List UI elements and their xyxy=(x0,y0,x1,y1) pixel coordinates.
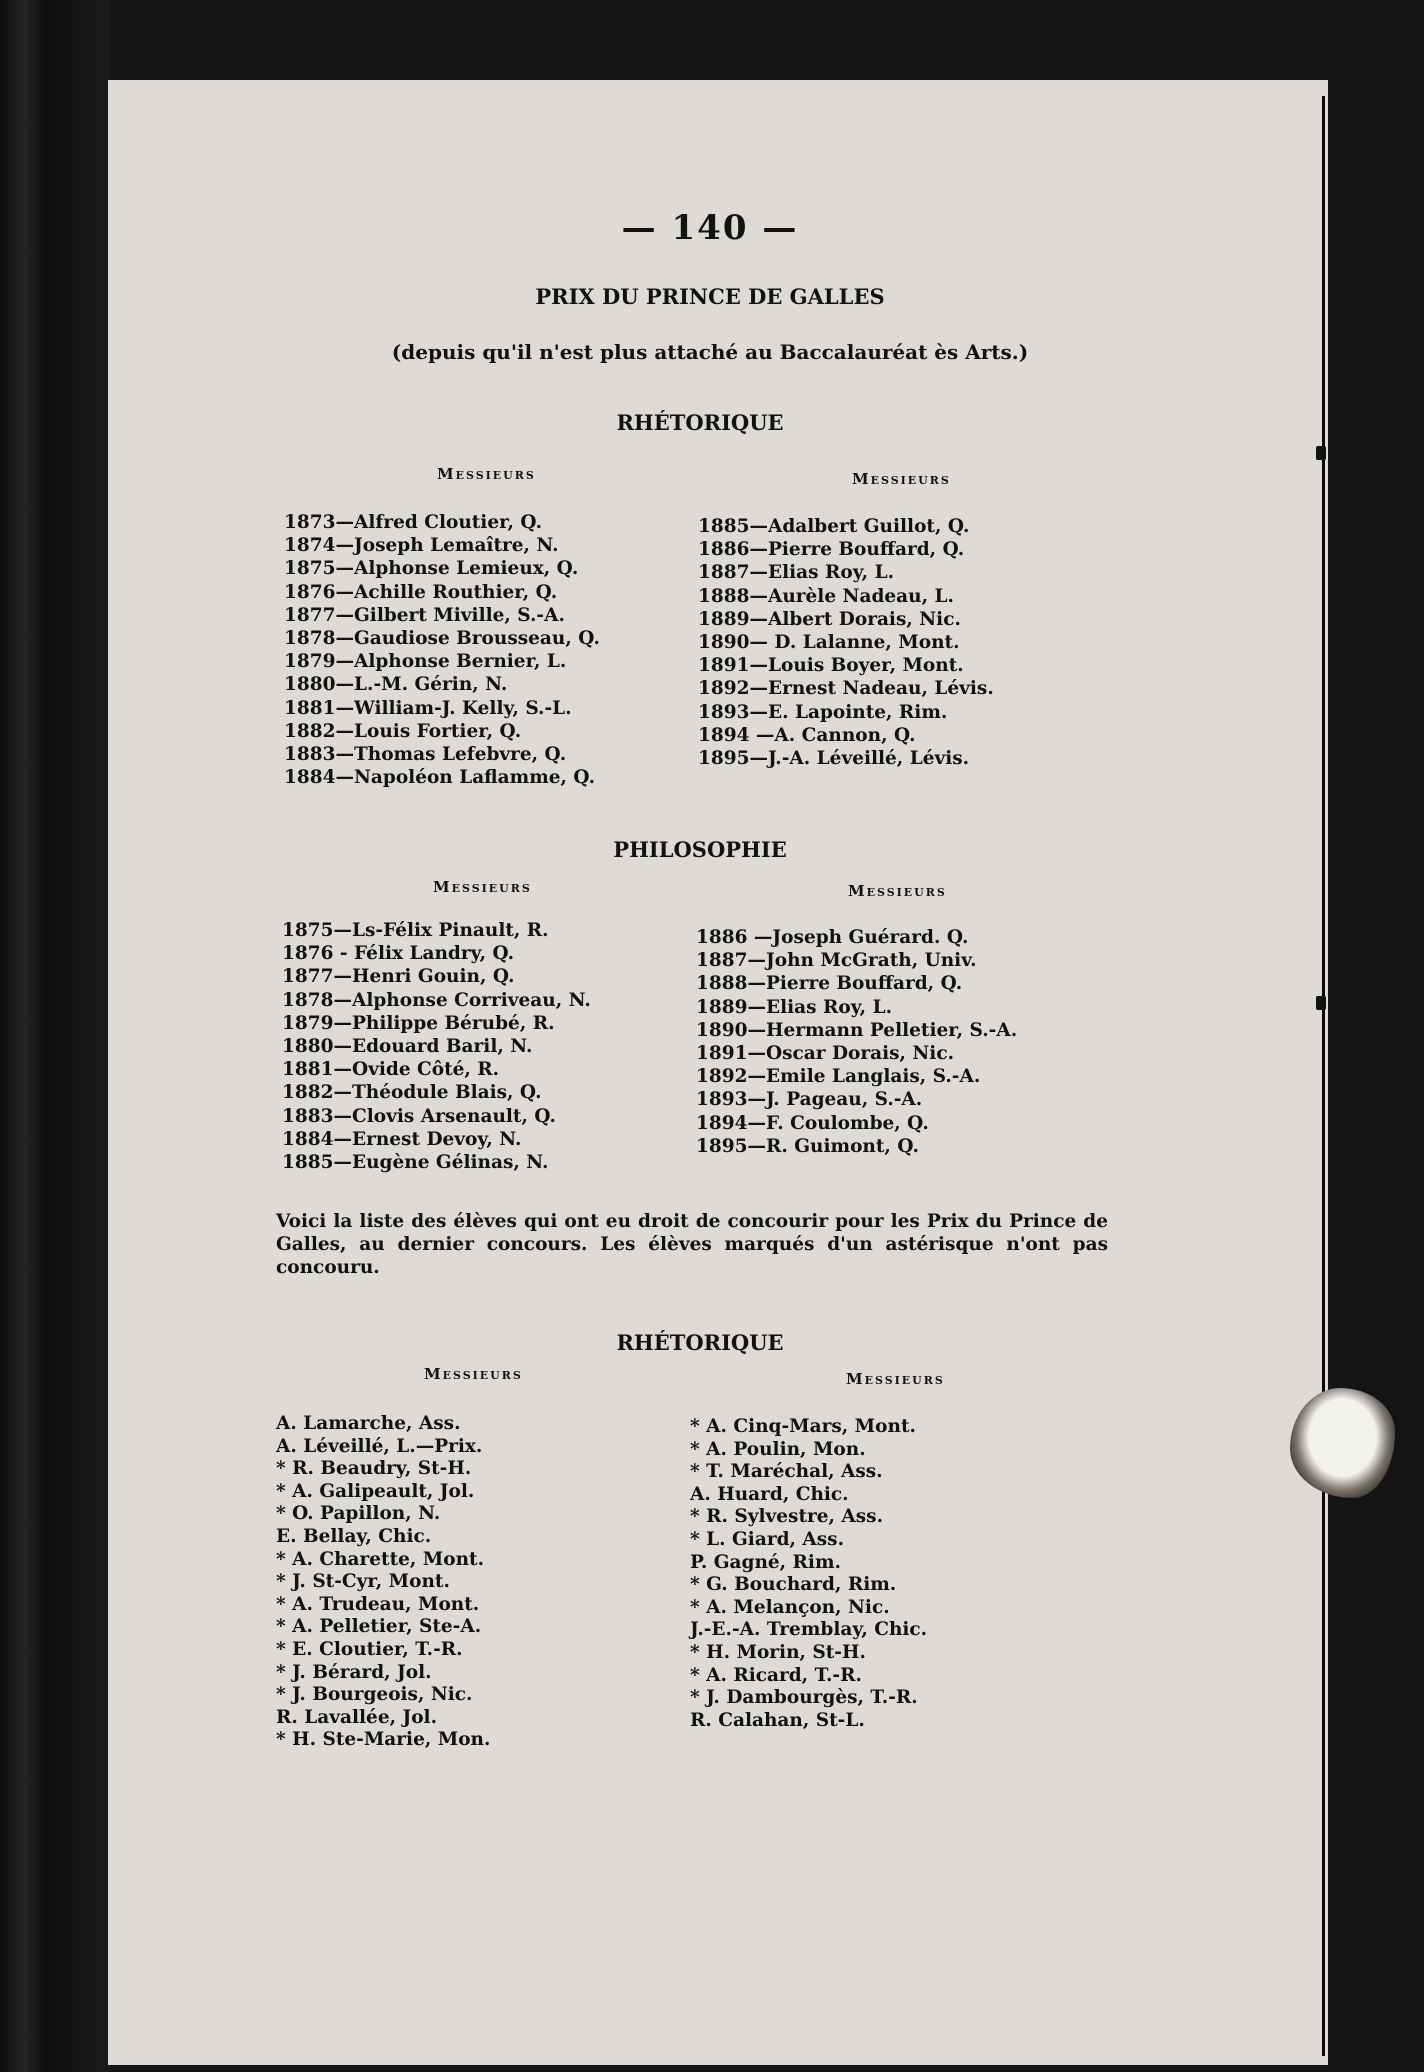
list-item: R. Lavallée, Jol. xyxy=(276,1706,438,1728)
list-item: * G. Bouchard, Rim. xyxy=(690,1574,897,1596)
page-subtitle: (depuis qu'il n'est plus attaché au Baccalauréat ès Arts.) xyxy=(391,340,1029,364)
list-item: 1876—Achille Routhier, Q. xyxy=(284,581,558,603)
list-item: 1881—Ovide Côté, R. xyxy=(282,1059,500,1081)
list-item: 1892—Ernest Nadeau, Lévis. xyxy=(698,678,994,700)
edge-mark xyxy=(1316,446,1326,460)
list-item: * A. Charette, Mont. xyxy=(276,1548,485,1570)
list-item: 1886 —Joseph Guérard. Q. xyxy=(696,927,969,948)
list-item: 1877—Henri Gouin, Q. xyxy=(282,966,515,988)
list-item: 1875—Alphonse Lemieux, Q. xyxy=(284,558,579,580)
list-item: 1891—Louis Boyer, Mont. xyxy=(698,655,964,677)
list-item: * H. Ste-Marie, Mon. xyxy=(276,1729,491,1751)
list-item: 1883—Clovis Arsenault, Q. xyxy=(282,1105,556,1127)
list-item: 1884—Ernest Devoy, N. xyxy=(282,1128,522,1150)
list-item: * A. Cinq-Mars, Mont. xyxy=(690,1416,916,1437)
list-item: 1886—Pierre Bouffard, Q. xyxy=(698,539,965,561)
rhetorique-right-list xyxy=(698,515,994,770)
list-item: 1877—Gilbert Miville, S.-A. xyxy=(284,604,565,626)
list-item: P. Gagné, Rim. xyxy=(690,1551,841,1573)
page-number: — 140 — xyxy=(621,208,799,248)
list-item: * A. Melançon, Nic. xyxy=(690,1596,890,1618)
list-item: 1894 —A. Cannon, Q. xyxy=(698,724,916,746)
list-item: 1883—Thomas Lefebvre, Q. xyxy=(284,744,567,766)
section-heading-rhetorique-candidates: RHÉTORIQUE xyxy=(616,1330,784,1355)
list-item: * R. Beaudry, St-H. xyxy=(276,1458,472,1480)
list-item: * A. Poulin, Mon. xyxy=(690,1438,866,1460)
list-item: 1895—R. Guimont, Q. xyxy=(696,1135,919,1157)
list-item: 1889—Albert Dorais, Nic. xyxy=(698,608,961,630)
section-heading-philosophie: PHILOSOPHIE xyxy=(613,837,787,862)
list-item: * A. Galipeault, Jol. xyxy=(276,1480,475,1502)
list-item: * L. Giard, Ass. xyxy=(690,1528,845,1550)
list-item: 1887—John McGrath, Univ. xyxy=(696,950,977,972)
list-item: * R. Sylvestre, Ass. xyxy=(690,1506,884,1528)
edge-mark xyxy=(1316,996,1326,1010)
list-item: * O. Papillon, N. xyxy=(276,1503,441,1525)
page-title: PRIX DU PRINCE DE GALLES xyxy=(535,284,885,309)
list-item: 1891—Oscar Dorais, Nic. xyxy=(696,1043,955,1065)
column-header-right: Messieurs xyxy=(848,882,947,900)
list-item: 1890— D. Lalanne, Mont. xyxy=(698,632,960,654)
list-item: 1878—Gaudiose Brousseau, Q. xyxy=(284,628,600,650)
note-paragraph: Voici la liste des élèves qui ont eu droit de concourir pour les Prix du Prince de Galles, au dernier concours. Les élèves marqués d'un astérisque n'ont pas concouru. xyxy=(276,1211,1108,1278)
list-item: 1882—Louis Fortier, Q. xyxy=(284,720,522,742)
list-item: E. Bellay, Chic. xyxy=(276,1525,432,1547)
list-item: 1888—Aurèle Nadeau, L. xyxy=(698,585,954,607)
list-item: 1884—Napoléon Laflamme, Q. xyxy=(284,767,596,789)
list-item: * A. Pelletier, Ste-A. xyxy=(276,1616,482,1638)
list-item: 1880—Edouard Baril, N. xyxy=(282,1036,533,1058)
rhetorique-left-list xyxy=(284,511,600,789)
column-header-left: Messieurs xyxy=(437,465,536,483)
list-item: 1890—Hermann Pelletier, S.-A. xyxy=(696,1019,1018,1041)
list-item: 1881—William-J. Kelly, S.-L. xyxy=(284,697,572,719)
list-item: 1894—F. Coulombe, Q. xyxy=(696,1112,929,1134)
list-item: 1885—Eugène Gélinas, N. xyxy=(282,1152,549,1174)
list-item: 1889—Elias Roy, L. xyxy=(696,996,893,1018)
list-item: A. Lamarche, Ass. xyxy=(276,1413,461,1434)
list-item: 1893—E. Lapointe, Rim. xyxy=(698,701,948,723)
list-item: * A. Trudeau, Mont. xyxy=(276,1593,480,1615)
list-item: 1892—Emile Langlais, S.-A. xyxy=(696,1066,981,1088)
list-item: 1880—L.-M. Gérin, N. xyxy=(284,674,508,696)
philosophie-left-list xyxy=(282,919,591,1174)
list-item: 1873—Alfred Cloutier, Q. xyxy=(284,512,543,533)
list-item: 1879—Philippe Bérubé, R. xyxy=(282,1012,555,1034)
column-header-left: Messieurs xyxy=(433,878,532,896)
candidates-right-list xyxy=(690,1416,927,1732)
list-item: A. Léveillé, L.—Prix. xyxy=(276,1435,483,1457)
list-item: * A. Ricard, T.-R. xyxy=(690,1664,862,1686)
list-item: 1876 - Félix Landry, Q. xyxy=(282,943,515,965)
list-item: 1887—Elias Roy, L. xyxy=(698,562,895,584)
candidates-left-list xyxy=(276,1413,490,1752)
page-edge-line xyxy=(1322,96,1325,2056)
list-item: 1878—Alphonse Corriveau, N. xyxy=(282,989,591,1011)
list-item: 1874—Joseph Lemaître, N. xyxy=(284,535,559,557)
list-item: * H. Morin, St-H. xyxy=(690,1641,866,1663)
list-item: J.-E.-A. Tremblay, Chic. xyxy=(690,1619,928,1641)
list-item: * T. Maréchal, Ass. xyxy=(690,1461,883,1483)
column-header-left: Messieurs xyxy=(424,1365,523,1383)
column-header-right: Messieurs xyxy=(846,1370,945,1388)
list-item: A. Huard, Chic. xyxy=(690,1483,849,1505)
list-item: * J. Bourgeois, Nic. xyxy=(276,1684,473,1706)
list-item: 1879—Alphonse Bernier, L. xyxy=(284,651,567,673)
list-item: 1895—J.-A. Léveillé, Lévis. xyxy=(698,748,970,770)
list-item: * J. Bérard, Jol. xyxy=(276,1661,432,1683)
list-item: * J. St-Cyr, Mont. xyxy=(276,1571,450,1593)
list-item: R. Calahan, St-L. xyxy=(690,1709,865,1731)
list-item: 1882—Théodule Blais, Q. xyxy=(282,1082,542,1104)
section-heading-rhetorique: RHÉTORIQUE xyxy=(616,410,784,435)
scan-border xyxy=(0,0,110,2072)
philosophie-right-list xyxy=(696,926,1017,1158)
list-item: 1885—Adalbert Guillot, Q. xyxy=(698,516,970,537)
list-item: 1875—Ls-Félix Pinault, R. xyxy=(282,920,549,941)
column-header-right: Messieurs xyxy=(852,470,951,488)
list-item: * E. Cloutier, T.-R. xyxy=(276,1638,463,1660)
paper-stain xyxy=(1290,1388,1395,1498)
list-item: 1888—Pierre Bouffard, Q. xyxy=(696,973,963,995)
list-item: * J. Dambourgès, T.-R. xyxy=(690,1687,918,1709)
list-item: 1893—J. Pageau, S.-A. xyxy=(696,1089,923,1111)
